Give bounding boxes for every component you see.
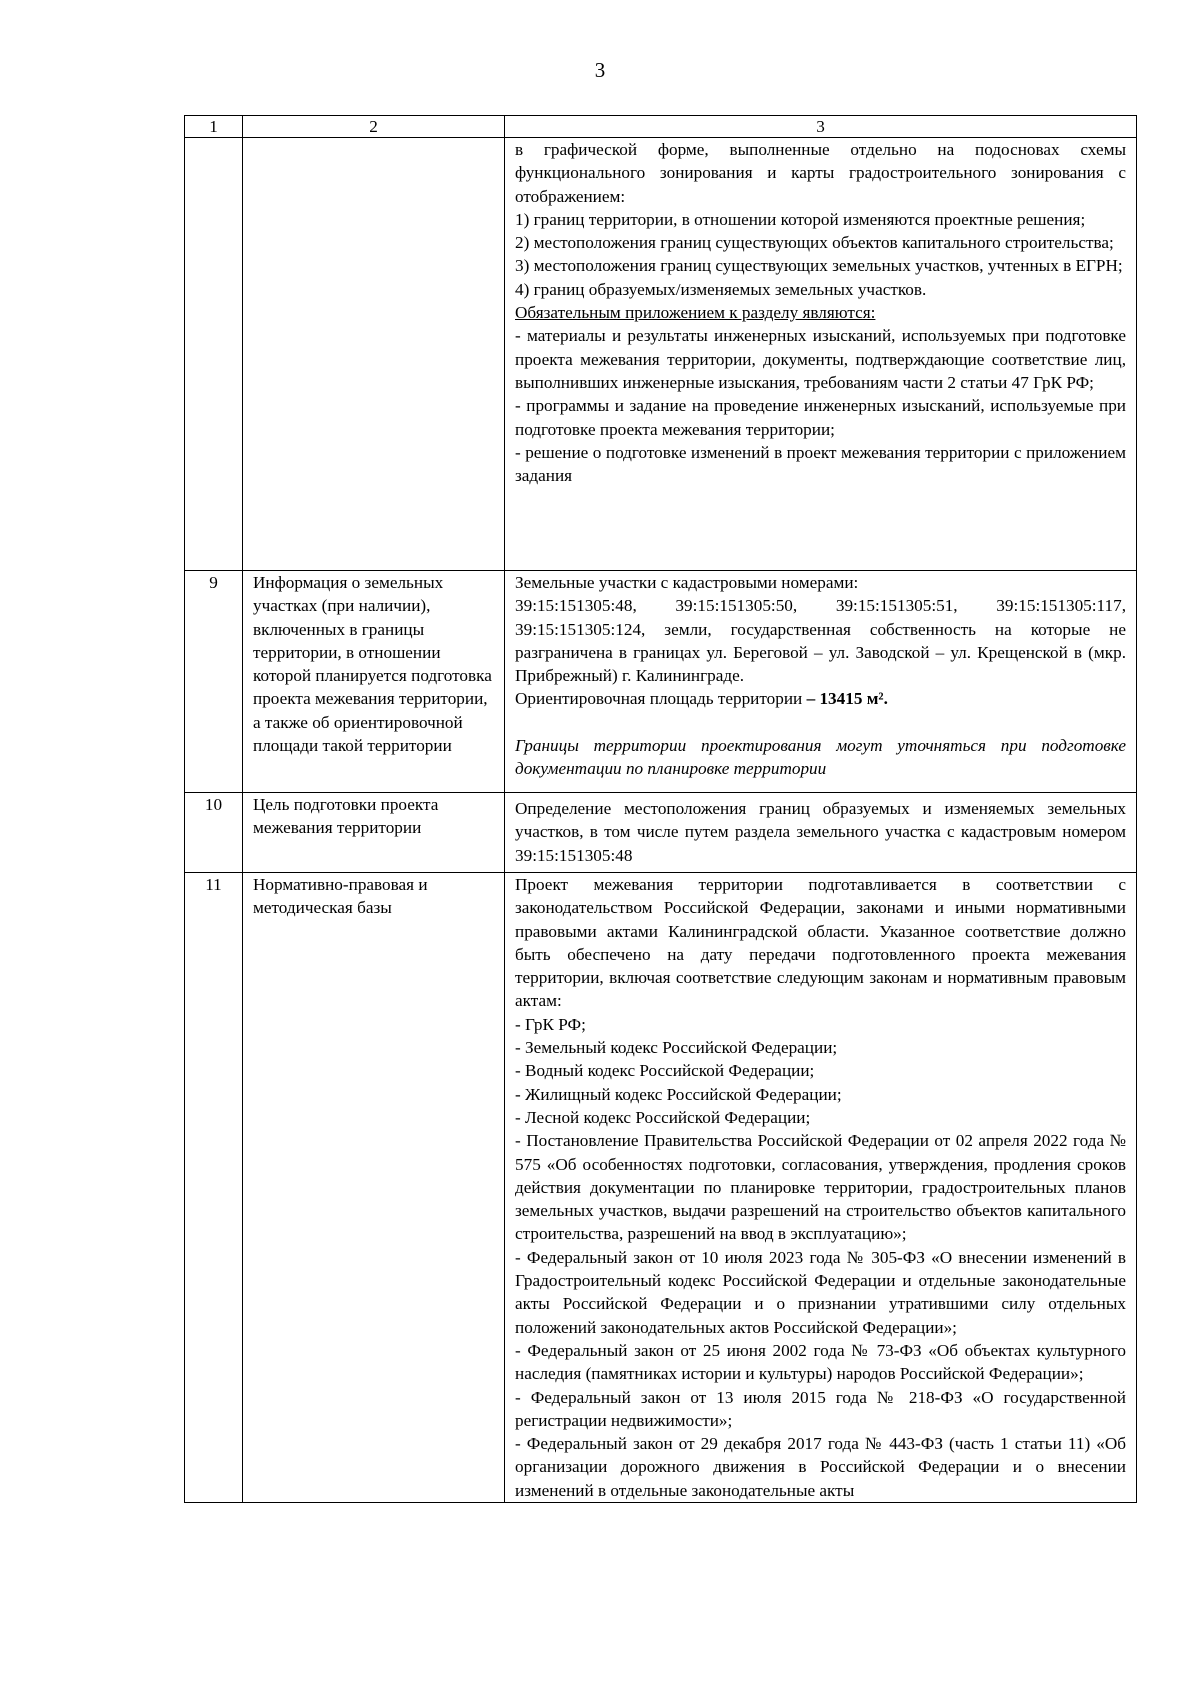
row-content (505, 793, 1137, 873)
header-col-3: 3 (505, 116, 1137, 138)
row-title-empty (243, 138, 505, 571)
law-item: - Жилищный кодекс Российской Федерации; (515, 1084, 842, 1104)
text-line: 39:15:151305:48, 39:15:151305:50, 39:15:151305:51, 39:15:151305:117, 39:15:151305:124, земли, государственная собственность на которые не разграничена в границах ул. Береговой – ул. Заводской – ул. Крещенской в (мкр. Прибрежный) г. Калининграде. (515, 596, 1126, 686)
text-line: Определение местоположения границ образуемых и изменяемых земельных участков, в том числе путем раздела земельного участка с кадастровым номером 39:15:151305:48 (515, 799, 1126, 865)
table-header-row (185, 116, 1137, 138)
row-number: 10 (185, 793, 243, 873)
table-row-10 (185, 793, 1137, 873)
row-number: 9 (185, 571, 243, 793)
row-number-empty (185, 138, 243, 571)
text-line: 3) местоположения границ существующих земельных участков, учтенных в ЕГРН; (515, 256, 1123, 276)
row-title: Цель подготовки проекта межевания территории (243, 793, 505, 873)
row-number: 11 (185, 873, 243, 1503)
law-item: - Водный кодекс Российской Федерации; (515, 1061, 815, 1081)
header-col-2: 2 (243, 116, 505, 138)
law-item: - Федеральный закон от 29 декабря 2017 года № 443-ФЗ (часть 1 статьи 11) «Об организации дорожного движения в Российской Федерации и о внесении изменений в отдельные законодательные акты (515, 1434, 1126, 1500)
text-line: 2) местоположения границ существующих объектов капитального строительства; (515, 233, 1114, 253)
area-value: – 13415 м². (806, 689, 888, 709)
continuation-text (505, 138, 1137, 571)
requirements-table (184, 115, 1137, 1503)
law-item: - ГрК РФ; (515, 1014, 586, 1034)
law-item: - Земельный кодекс Российской Федерации; (515, 1038, 838, 1058)
text-line: 4) границ образуемых/изменяемых земельных участков. (515, 279, 927, 299)
text-line: Земельные участки с кадастровыми номерами: (515, 573, 859, 592)
page-number: 3 (594, 58, 606, 82)
law-item: - Федеральный закон от 10 июля 2023 года № 305-ФЗ «О внесении изменений в Градостроительный кодекс Российской Федерации и отдельные законодательные акты Российской Федерации и о признании утратившими силу отдельных положений законодательных актов Российской Федерации»; (515, 1247, 1126, 1337)
law-item: - Федеральный закон от 25 июня 2002 года № 73-ФЗ «Об объектах культурного наследия (памятниках истории и культуры) народов Российской Федерации»; (515, 1340, 1126, 1384)
law-item: - Лесной кодекс Российской Федерации; (515, 1107, 811, 1127)
header-col-1: 1 (185, 116, 243, 138)
attachment-item: - материалы и результаты инженерных изысканий, используемых при подготовке проекта межевания территории, документы, подтверждающие соответствие лиц, выполнивших инженерные изыскания, требованиям части 2 статьи 47 ГрК РФ; (515, 326, 1126, 392)
table-row-continuation (185, 138, 1137, 571)
table-row-9 (185, 571, 1137, 793)
law-item: - Постановление Правительства Российской Федерации от 02 апреля 2022 года № 575 «Об особенностях подготовки, согласования, утверждения, продления сроков действия документации по планировке территории, градостроительных планов земельных участков, выдачи разрешений на строительство объектов капитального строительства, разрешений на ввод в эксплуатацию»; (515, 1131, 1126, 1244)
row-title: Нормативно-правовая и методическая базы (243, 873, 505, 1503)
row-title: Информация о земельных участках (при наличии), включенных в границы территории, в отношении которой планируется подготовка проекта межевания территории, а также об ориентировочной площади такой территории (243, 571, 505, 793)
table-row-11 (185, 873, 1137, 1503)
text-line: 1) границ территории, в отношении которой изменяются проектные решения; (515, 209, 1086, 229)
boundary-note: Границы территории проектирования могут уточняться при подготовке документации по планировке территории (515, 735, 1126, 779)
row-content (505, 571, 1137, 793)
area-prefix: Ориентировочная площадь территории (515, 689, 807, 709)
intro-text: Проект межевания территории подготавливается в соответствии с законодательством Российской Федерации, законами и иными нормативными правовыми актами Калининградской области. Указанное соответствие должно быть обеспечено на дату передачи подготовленного проекта межевания территории, включая соответствие следующим законам и нормативным правовым актам: (515, 875, 1126, 1011)
attachment-item: - программы и задание на проведение инженерных изысканий, используемые при подготовке проекта межевания территории; (515, 396, 1126, 439)
row-content (505, 873, 1137, 1503)
attachments-heading: Обязательным приложением к разделу являются: (515, 303, 876, 323)
attachment-item: - решение о подготовке изменений в проект межевания территории с приложением задания (515, 442, 1126, 486)
area-line (515, 687, 1126, 710)
text-line: в графической форме, выполненные отдельно на подосновах схемы функционального зонирования и карты градостроительного зонирования с отображением: (515, 140, 1126, 206)
law-item: - Федеральный закон от 13 июля 2015 года № 218-ФЗ «О государственной регистрации недвижимости»; (515, 1387, 1126, 1430)
